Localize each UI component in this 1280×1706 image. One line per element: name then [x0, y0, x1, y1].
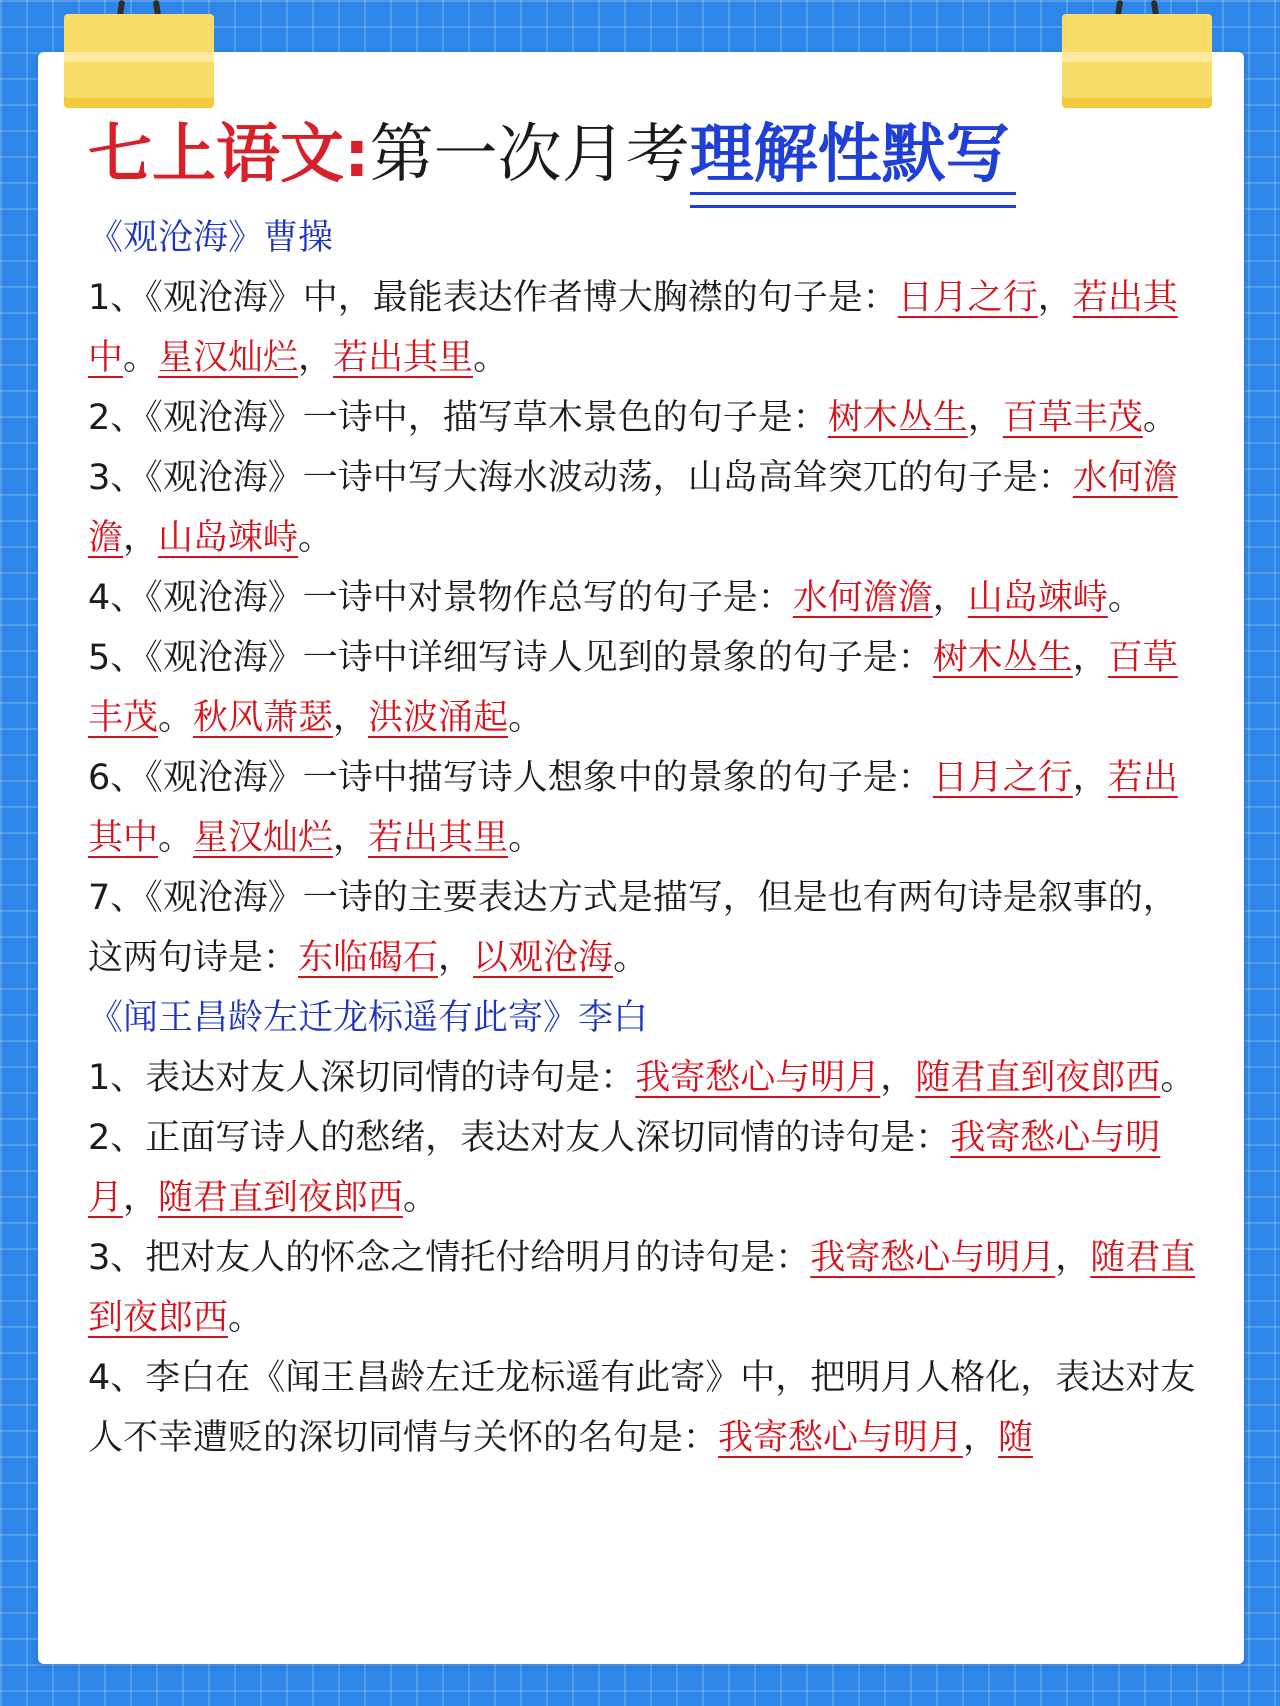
page-title [88, 110, 1208, 210]
answer-text: 若出其里 [333, 338, 474, 378]
answer-text: 若出其中 [88, 758, 1178, 858]
answer-text: 我寄愁心与明月 [635, 1058, 881, 1098]
answer-text: 随 [998, 1418, 1034, 1458]
answer-text: 百草丰茂 [1002, 398, 1143, 438]
answer-text: 秋风萧瑟 [193, 698, 334, 738]
answer-text: 若出其中 [88, 278, 1178, 378]
answer-text: 水何澹澹 [792, 578, 933, 618]
answer-text: 日月之行 [932, 758, 1073, 798]
binder-clip-icon [64, 0, 214, 108]
answer-text: 日月之行 [897, 278, 1038, 318]
list-item: 7、《观沧海》一诗的主要表达方式是描写，但是也有两句诗是叙事的，这两句诗是：东临碣石，以观沧海。 [88, 878, 1178, 978]
answer-text: 山岛竦峙 [967, 578, 1108, 618]
title-topic: 理解性默写 [690, 110, 1010, 200]
answer-text: 星汉灿烂 [193, 818, 334, 858]
answer-text: 随君直到夜郎西 [915, 1058, 1161, 1098]
answer-text: 百草丰茂 [88, 638, 1178, 738]
answer-text: 若出其里 [368, 818, 509, 858]
list-item: 4、《观沧海》一诗中对景物作总写的句子是：水何澹澹，山岛竦峙。 [88, 578, 1143, 618]
list-item: 3、把对友人的怀念之情托付给明月的诗句是：我寄愁心与明月，随君直到夜郎西。 [88, 1238, 1196, 1338]
list-item: 1、《观沧海》中，最能表达作者博大胸襟的句子是：日月之行，若出其中。星汉灿烂，若出其里。 [88, 278, 1178, 378]
list-item: 6、《观沧海》一诗中描写诗人想象中的景象的句子是：日月之行，若出其中。星汉灿烂，若出其里。 [88, 758, 1178, 858]
answer-text: 山岛竦峙 [158, 518, 299, 558]
answer-text: 以观沧海 [473, 938, 614, 978]
answer-text: 洪波涌起 [368, 698, 509, 738]
answer-text: 东临碣石 [298, 938, 439, 978]
answer-text: 树木丛生 [827, 398, 968, 438]
list-item: 4、李白在《闻王昌龄左迁龙标遥有此寄》中，把明月人格化，表达对友人不幸遭贬的深切同情与关怀的名句是：我寄愁心与明月，随 [88, 1358, 1196, 1458]
list-item: 5、《观沧海》一诗中详细写诗人见到的景象的句子是：树木丛生，百草丰茂。秋风萧瑟，洪波涌起。 [88, 638, 1178, 738]
answer-text: 随君直到夜郎西 [158, 1178, 404, 1218]
answer-text: 我寄愁心与明月 [88, 1118, 1161, 1218]
answer-text: 我寄愁心与明月 [810, 1238, 1056, 1278]
answer-text: 水何澹澹 [88, 458, 1178, 558]
answer-text: 树木丛生 [932, 638, 1073, 678]
list-item: 2、《观沧海》一诗中，描写草木景色的句子是：树木丛生，百草丰茂。 [88, 398, 1178, 438]
content-area [88, 208, 1200, 1468]
title-exam: 第一次月考 [369, 118, 690, 192]
list-item: 3、《观沧海》一诗中写大海水波动荡，山岛高耸突兀的句子是：水何澹澹，山岛竦峙。 [88, 458, 1178, 558]
section-heading: 《观沧海》曹操 [88, 218, 334, 258]
title-subject: 七上语文: [88, 118, 370, 192]
answer-text: 星汉灿烂 [158, 338, 299, 378]
answer-text: 随君直到夜郎西 [88, 1238, 1196, 1338]
list-item: 1、表达对友人深切同情的诗句是：我寄愁心与明月，随君直到夜郎西。 [88, 1058, 1196, 1098]
list-item: 2、正面写诗人的愁绪，表达对友人深切同情的诗句是：我寄愁心与明月，随君直到夜郎西。 [88, 1118, 1161, 1218]
section-heading: 《闻王昌龄左迁龙标遥有此寄》李白 [88, 998, 649, 1038]
answer-text: 我寄愁心与明月 [718, 1418, 964, 1458]
binder-clip-icon [1062, 0, 1212, 108]
